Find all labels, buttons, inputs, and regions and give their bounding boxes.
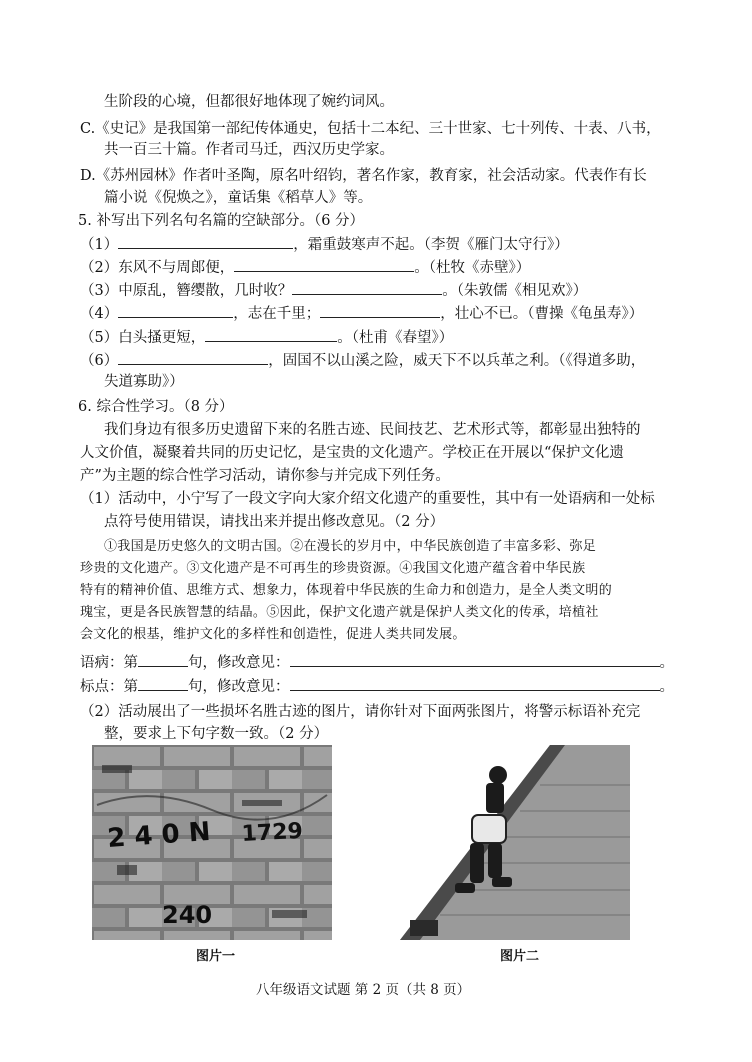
revision-blank[interactable]: [290, 652, 660, 667]
brick-wall-graphic: [92, 745, 332, 940]
svg-text:240: 240: [162, 901, 213, 929]
option-d-line1: D.《苏州园林》作者叶圣陶，原名叶绍钧，著名作家，教育家，社会活动家。代表作有长: [80, 168, 647, 184]
question-5-title: 5. 补写出下列名句名篇的空缺部分。（6 分）: [78, 213, 365, 229]
item-prefix: （3）中原乱，簪缨散，几时收？: [80, 283, 293, 299]
answer-blank[interactable]: [320, 303, 440, 318]
answer-end: 。: [659, 655, 674, 671]
answer-label: 语病：第: [80, 655, 138, 671]
item-number: （4）: [80, 306, 119, 322]
q5-item-6: [80, 350, 645, 371]
svg-text:2 4 0 N: 2 4 0 N: [106, 816, 212, 854]
answer-middle: 句，修改意见：: [188, 679, 290, 695]
revision-blank[interactable]: [290, 676, 660, 691]
photo-two-climbing-wall: [400, 745, 630, 940]
photo-one-caption: 图片一: [196, 949, 236, 964]
q6-intro-line2: 人文价值，凝聚着共同的历史记忆，是宝贵的文化遗产。学校正在开展以“保护文化遗: [80, 445, 624, 461]
q6-intro-line1: 我们身边有很多历史遗留下来的名胜古迹、民间技艺、艺术形式等，都彰显出独特的: [104, 422, 641, 438]
option-d-line2: 篇小说《倪焕之》，童话集《稻草人》等。: [104, 190, 373, 206]
item-middle: ，志在千里；: [233, 306, 321, 322]
q6-subquestion-2-line1: （2）活动展出了一些损坏名胜古迹的图片，请你针对下面两张图片，将警示标语补充完: [80, 704, 641, 720]
sentence-number-blank[interactable]: [138, 652, 188, 667]
answer-row-grammar: [80, 652, 674, 673]
passage-line3: 特有的精神价值、思维方式、想象力，体现着中华民族的生命力和创造力，是全人类文明的: [80, 583, 613, 598]
answer-blank[interactable]: [118, 350, 268, 365]
answer-blank[interactable]: [292, 280, 442, 295]
page-footer: 八年级语文试题 第 2 页（共 8 页）: [256, 982, 471, 998]
q5-item-6-continued: 失道寡助》）: [104, 374, 184, 390]
answer-middle: 句，修改意见：: [188, 655, 290, 671]
photo-one-graffiti-wall: [92, 745, 332, 940]
q6-intro-line3: 产”为主题的综合性学习活动，请你参与并完成下列任务。: [80, 468, 450, 484]
q5-item-4: [80, 303, 643, 324]
passage-line1: ①我国是历史悠久的文明古国。②在漫长的岁月中，中华民族创造了丰富多彩、弥足: [104, 539, 597, 554]
item-text: 。（朱敦儒《相见欢》）: [442, 283, 588, 299]
item-text: ，固国不以山溪之险，威天下不以兵革之利。（《得道多助，: [268, 353, 646, 369]
item-prefix: （2）东风不与周郎便，: [80, 260, 235, 276]
option-b-continued: 生阶段的心境，但都很好地体现了婉约词风。: [104, 94, 394, 110]
answer-blank[interactable]: [118, 303, 233, 318]
item-number: （1）: [80, 237, 119, 253]
passage-line4: 瑰宝，更是各民族智慧的结晶。⑤因此，保护文化遗产就是保护人类文化的传承，培植社: [80, 605, 599, 620]
item-number: （6）: [80, 353, 119, 369]
photo-two-caption: 图片二: [500, 949, 540, 964]
answer-row-punctuation: [80, 676, 674, 697]
answer-blank[interactable]: [118, 234, 293, 249]
item-text: ，壮心不已。（曹操《龟虽寿》）: [440, 306, 644, 322]
q6-subquestion-2-line2: 整，要求上下句字数一致。（2 分）: [104, 726, 329, 742]
q6-subquestion-1-line1: （1）活动中，小宁写了一段文字向大家介绍文化遗产的重要性，其中有一处语病和一处标: [80, 491, 655, 507]
q5-item-3: [80, 280, 587, 301]
passage-line5: 会文化的根基，维护文化的多样性和创造性，促进人类共同发展。: [80, 627, 466, 642]
item-text: 。（杜牧《赤壁》）: [414, 260, 531, 276]
answer-blank[interactable]: [234, 257, 414, 272]
sentence-number-blank[interactable]: [138, 676, 188, 691]
item-prefix: （5）白头搔更短，: [80, 330, 206, 346]
q5-item-5: [80, 327, 453, 348]
passage-line2: 珍贵的文化遗产。③文化遗产是不可再生的珍贵资源。④我国文化遗产蕴含着中华民族: [80, 561, 586, 576]
option-c-line2: 共一百三十篇。作者司马迁，西汉历史学家。: [104, 142, 394, 158]
answer-label: 标点：第: [80, 679, 138, 695]
answer-end: 。: [659, 679, 674, 695]
option-c-line1: C.《史记》是我国第一部纪传体通史，包括十二本纪、三十世家、七十列传、十表、八书，: [80, 121, 661, 137]
item-text: 。（杜甫《春望》）: [337, 330, 454, 346]
q6-subquestion-1-line2: 点符号使用错误，请找出来并提出修改意见。（2 分）: [104, 514, 445, 530]
svg-text:1729: 1729: [241, 818, 304, 847]
q5-item-1: [80, 234, 569, 255]
item-text: ，霜重鼓寒声不起。（李贺《雁门太守行》）: [293, 237, 569, 253]
answer-blank[interactable]: [205, 327, 337, 342]
q5-item-2: [80, 257, 530, 278]
question-6-title: 6. 综合性学习。（8 分）: [78, 399, 234, 415]
climbing-scene-graphic: [400, 745, 630, 940]
